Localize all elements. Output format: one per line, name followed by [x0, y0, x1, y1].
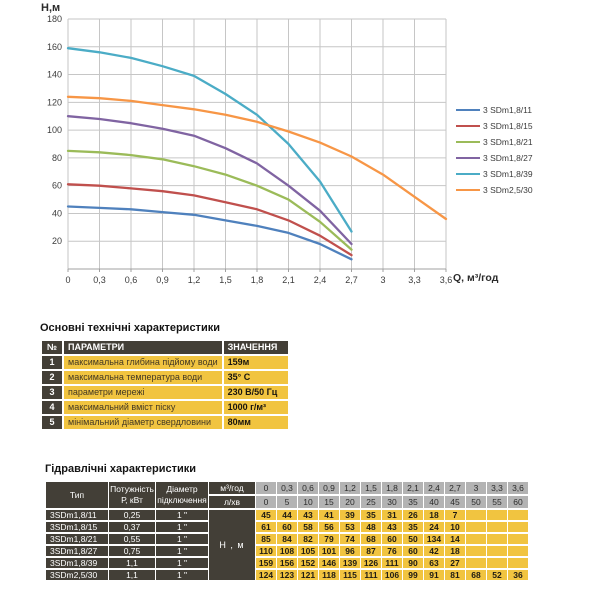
hyd-head-value: 85: [256, 534, 276, 544]
hyd-flow-lmin-value: 0: [256, 496, 276, 508]
hyd-flow-m3h-value: 2,1: [403, 482, 423, 494]
y-tick-label: 140: [46, 69, 62, 80]
hyd-pump-diameter: 1 ": [156, 546, 208, 556]
tech-parameter: параметри мережі: [64, 386, 222, 399]
legend-item: [456, 118, 533, 134]
hyd-flow-lmin-value: 5: [277, 496, 297, 508]
hyd-table-row: [46, 510, 528, 520]
hyd-head-value: [487, 510, 507, 520]
hyd-head-value: 43: [298, 510, 318, 520]
y-tick-label: 120: [46, 97, 62, 108]
hyd-flow-lmin-value: 35: [403, 496, 423, 508]
hyd-head-value: 115: [340, 570, 360, 580]
hyd-head-value: 18: [424, 510, 444, 520]
hyd-head-value: [466, 510, 486, 520]
hyd-head-value: [508, 510, 528, 520]
hyd-pump-power: 1,1: [109, 570, 155, 580]
legend-line-swatch: [456, 173, 480, 176]
tech-value: 35° С: [224, 371, 288, 384]
hyd-pump-diameter: 1 ": [156, 534, 208, 544]
hyd-head-value: 108: [277, 546, 297, 556]
hyd-head-value: [508, 558, 528, 568]
hyd-flow-lmin-value: 50: [466, 496, 486, 508]
x-tick-label: 1,8: [250, 275, 264, 285]
tech-col-header-param: ПАРАМЕТРИ: [64, 341, 222, 354]
tech-table: [40, 339, 290, 431]
hyd-head-value: 53: [340, 522, 360, 532]
series-line: [68, 184, 352, 255]
hyd-head-value: [487, 546, 507, 556]
legend-item: [456, 102, 533, 118]
hyd-head-value: 35: [361, 510, 381, 520]
hyd-head-value: 36: [508, 570, 528, 580]
legend-line-swatch: [456, 189, 480, 192]
hyd-head-value: 124: [256, 570, 276, 580]
hyd-head-value: 31: [382, 510, 402, 520]
hyd-head-value: 44: [277, 510, 297, 520]
hyd-head-value: [508, 522, 528, 532]
tech-section-title: Основні технічні характеристики: [40, 322, 220, 334]
hyd-head-value: [508, 546, 528, 556]
hyd-head-value: 84: [277, 534, 297, 544]
hyd-pump-power: 0,37: [109, 522, 155, 532]
hyd-head-value: 14: [445, 534, 465, 544]
hyd-header-row-1: [46, 482, 528, 494]
legend-line-swatch: [456, 141, 480, 144]
head-axis-title: Н,м: [41, 2, 61, 14]
hyd-flow-m3h-value: 0,6: [298, 482, 318, 494]
legend-line-swatch: [456, 157, 480, 160]
hyd-flow-m3h-value: 1,2: [340, 482, 360, 494]
tech-table-row: [42, 356, 288, 369]
x-tick-label: 3: [380, 275, 386, 285]
x-tick-label: 0,6: [124, 275, 138, 285]
hyd-head-value: 39: [340, 510, 360, 520]
legend-item: [456, 150, 533, 166]
tech-col-header-value: ЗНАЧЕННЯ: [224, 341, 288, 354]
hyd-pump-diameter: 1 ": [156, 510, 208, 520]
flow-axis-title: Q, м³/год: [453, 272, 499, 284]
hyd-diameter-line2: підключення: [157, 495, 207, 505]
hyd-flow-m3h-value: 3: [466, 482, 486, 494]
hyd-flow-lmin-value: 40: [424, 496, 444, 508]
hyd-head-value: 152: [298, 558, 318, 568]
hyd-flow-m3h-value: 3,6: [508, 482, 528, 494]
hyd-pump-diameter: 1 ": [156, 522, 208, 532]
hyd-diameter-line1: Діаметр: [166, 484, 198, 494]
hyd-table-row: [46, 558, 528, 568]
hyd-flow-m3h-value: 2,7: [445, 482, 465, 494]
legend-line-swatch: [456, 125, 480, 128]
hyd-flow-m3h-value: 0,9: [319, 482, 339, 494]
tech-parameter: максимальний вміст піску: [64, 401, 222, 414]
hyd-head-value: 43: [382, 522, 402, 532]
x-tick-label: 3,3: [408, 275, 421, 285]
hyd-head-value: [466, 558, 486, 568]
x-tick-label: 2,4: [313, 275, 327, 285]
hyd-head-value: 87: [361, 546, 381, 556]
tech-table-row: [42, 386, 288, 399]
hydraulic-table: [45, 480, 529, 582]
hyd-head-value: 60: [403, 546, 423, 556]
x-tick-label: 2,1: [282, 275, 295, 285]
hyd-head-value: 126: [361, 558, 381, 568]
tech-row-number: 4: [42, 401, 62, 414]
hyd-flow-lmin-value: 30: [382, 496, 402, 508]
hyd-head-value: 24: [424, 522, 444, 532]
tech-parameter: максимальна температура води: [64, 371, 222, 384]
hyd-head-value: 111: [382, 558, 402, 568]
hyd-pump-power: 0,55: [109, 534, 155, 544]
hyd-section-title: Гідравлічні характеристики: [45, 463, 197, 475]
hyd-pump-type: 3SDm1,8/39: [46, 558, 108, 568]
hyd-head-value: 111: [361, 570, 381, 580]
tech-characteristics-section: [40, 322, 290, 431]
hyd-head-value: 10: [445, 522, 465, 532]
hyd-head-value: 159: [256, 558, 276, 568]
tech-table-row: [42, 371, 288, 384]
legend-label: 3 SDm1,8/11: [483, 105, 532, 115]
hyd-flow-lmin-value: 45: [445, 496, 465, 508]
hyd-head-value: 118: [319, 570, 339, 580]
series-line: [68, 151, 352, 250]
hyd-head-value: [466, 546, 486, 556]
hyd-head-value: 68: [466, 570, 486, 580]
hyd-head-value: 106: [382, 570, 402, 580]
hyd-head-value: 76: [382, 546, 402, 556]
hyd-head-value: 52: [487, 570, 507, 580]
hyd-flow-m3h-value: 0: [256, 482, 276, 494]
hyd-head-value: 79: [319, 534, 339, 544]
hyd-flow-lmin-value: 15: [319, 496, 339, 508]
legend-label: 3 SDm1,8/39: [483, 169, 533, 179]
legend-line-swatch: [456, 109, 480, 112]
hydraulic-characteristics-section: [45, 463, 529, 582]
legend-item: [456, 182, 533, 198]
hyd-head-value: [487, 534, 507, 544]
hyd-flow-m3h-value: 1,8: [382, 482, 402, 494]
hyd-head-value: 41: [319, 510, 339, 520]
tech-value: 159м: [224, 356, 288, 369]
hyd-head-value: 35: [403, 522, 423, 532]
hyd-table-row: [46, 546, 528, 556]
hyd-head-value: 58: [298, 522, 318, 532]
y-tick-label: 80: [51, 152, 62, 163]
tech-parameter: максимальна глибина підйому води: [64, 356, 222, 369]
hyd-pump-diameter: 1 ": [156, 558, 208, 568]
hyd-col-header-type: Тип: [46, 482, 108, 508]
y-tick-label: 160: [46, 41, 62, 52]
tech-parameter: мінімальний діаметр свердловини: [64, 416, 222, 429]
hyd-flow-lmin-label: л/хв: [209, 496, 255, 508]
hyd-head-value: 123: [277, 570, 297, 580]
hyd-head-value: 60: [382, 534, 402, 544]
y-tick-label: 100: [46, 125, 62, 136]
tech-row-number: 3: [42, 386, 62, 399]
hyd-head-value: 90: [403, 558, 423, 568]
x-tick-label: 0,3: [93, 275, 106, 285]
hyd-head-value: 60: [277, 522, 297, 532]
hyd-head-value: 121: [298, 570, 318, 580]
hyd-head-value: 7: [445, 510, 465, 520]
x-tick-label: 3,6: [439, 275, 453, 285]
hyd-flow-m3h-value: 0,3: [277, 482, 297, 494]
tech-row-number: 2: [42, 371, 62, 384]
hyd-flow-m3h-label: м³/год: [209, 482, 255, 494]
legend-label: 3 SDm1,8/21: [483, 137, 533, 147]
tech-value: 230 В/50 Гц: [224, 386, 288, 399]
hyd-flow-lmin-value: 55: [487, 496, 507, 508]
tech-value: 1000 г/м³: [224, 401, 288, 414]
hyd-col-header-diameter: [156, 482, 208, 508]
hyd-head-value: [487, 522, 507, 532]
tech-table-row: [42, 401, 288, 414]
x-tick-label: 1,2: [187, 275, 201, 285]
hyd-head-value: [487, 558, 507, 568]
hyd-head-value: 105: [298, 546, 318, 556]
legend-label: 3 SDm1,8/27: [483, 153, 533, 163]
legend-item: [456, 166, 533, 182]
hyd-pump-type: 3SDm1,8/11: [46, 510, 108, 520]
hyd-flow-lmin-value: 10: [298, 496, 318, 508]
x-tick-label: 0: [65, 275, 71, 285]
legend-label: 3 SDm1,8/15: [483, 121, 533, 131]
hyd-head-value: 81: [445, 570, 465, 580]
hyd-flow-lmin-value: 20: [340, 496, 360, 508]
tech-col-header-num: №: [42, 341, 62, 354]
hyd-table-row: [46, 570, 528, 580]
hyd-col-header-power: [109, 482, 155, 508]
x-tick-label: 0,9: [156, 275, 169, 285]
hyd-flow-lmin-value: 60: [508, 496, 528, 508]
hyd-head-value: 110: [256, 546, 276, 556]
hyd-flow-m3h-value: 2,4: [424, 482, 444, 494]
y-tick-label: 180: [46, 14, 62, 24]
hyd-pump-power: 0,75: [109, 546, 155, 556]
hyd-pump-type: 3SDm1,8/15: [46, 522, 108, 532]
hyd-pump-power: 1,1: [109, 558, 155, 568]
hyd-flow-m3h-value: 3,3: [487, 482, 507, 494]
hyd-head-value: 139: [340, 558, 360, 568]
hyd-pump-type: 3SDm2,5/30: [46, 570, 108, 580]
hyd-head-value: 61: [256, 522, 276, 532]
hyd-head-value: 18: [445, 546, 465, 556]
hyd-head-value: 63: [424, 558, 444, 568]
series-line: [68, 116, 352, 244]
hyd-head-value: 48: [361, 522, 381, 532]
hyd-power-line2: Р, кВт: [121, 495, 143, 505]
hyd-head-value: 56: [319, 522, 339, 532]
hyd-head-value: 27: [445, 558, 465, 568]
hyd-head-value: 45: [256, 510, 276, 520]
hyd-head-value: 50: [403, 534, 423, 544]
y-tick-label: 40: [51, 208, 62, 219]
hyd-pump-diameter: 1 ": [156, 570, 208, 580]
hyd-head-value: 74: [340, 534, 360, 544]
hyd-head-value: 96: [340, 546, 360, 556]
hyd-pump-power: 0,25: [109, 510, 155, 520]
hyd-table-row: [46, 534, 528, 544]
y-tick-label: 20: [51, 236, 62, 247]
tech-row-number: 1: [42, 356, 62, 369]
hyd-head-value: 99: [403, 570, 423, 580]
hyd-head-value: [508, 534, 528, 544]
hyd-head-value: 134: [424, 534, 444, 544]
hyd-head-value: 26: [403, 510, 423, 520]
hyd-power-line1: Потужність: [110, 484, 154, 494]
tech-header-row: [42, 341, 288, 354]
hyd-table-row: [46, 522, 528, 532]
legend-label: 3 SDm2,5/30: [483, 185, 533, 195]
hyd-head-value: 101: [319, 546, 339, 556]
hyd-head-value: 146: [319, 558, 339, 568]
tech-value: 80мм: [224, 416, 288, 429]
legend-item: [456, 134, 533, 150]
hyd-head-value: 91: [424, 570, 444, 580]
hyd-pump-type: 3SDm1,8/27: [46, 546, 108, 556]
hyd-head-value: 156: [277, 558, 297, 568]
chart-legend: [456, 102, 533, 198]
tech-row-number: 5: [42, 416, 62, 429]
hyd-head-value: [466, 534, 486, 544]
hyd-pump-type: 3SDm1,8/21: [46, 534, 108, 544]
hyd-head-value: 42: [424, 546, 444, 556]
tech-table-row: [42, 416, 288, 429]
hyd-head-value: 68: [361, 534, 381, 544]
x-tick-label: 1,5: [219, 275, 232, 285]
x-tick-label: 2,7: [345, 275, 358, 285]
hyd-flow-m3h-value: 1,5: [361, 482, 381, 494]
hyd-flow-lmin-value: 25: [361, 496, 381, 508]
hyd-head-value: 82: [298, 534, 318, 544]
hyd-head-unit-label: Н , м: [209, 510, 255, 580]
hyd-head-value: [466, 522, 486, 532]
y-tick-label: 60: [51, 180, 62, 191]
